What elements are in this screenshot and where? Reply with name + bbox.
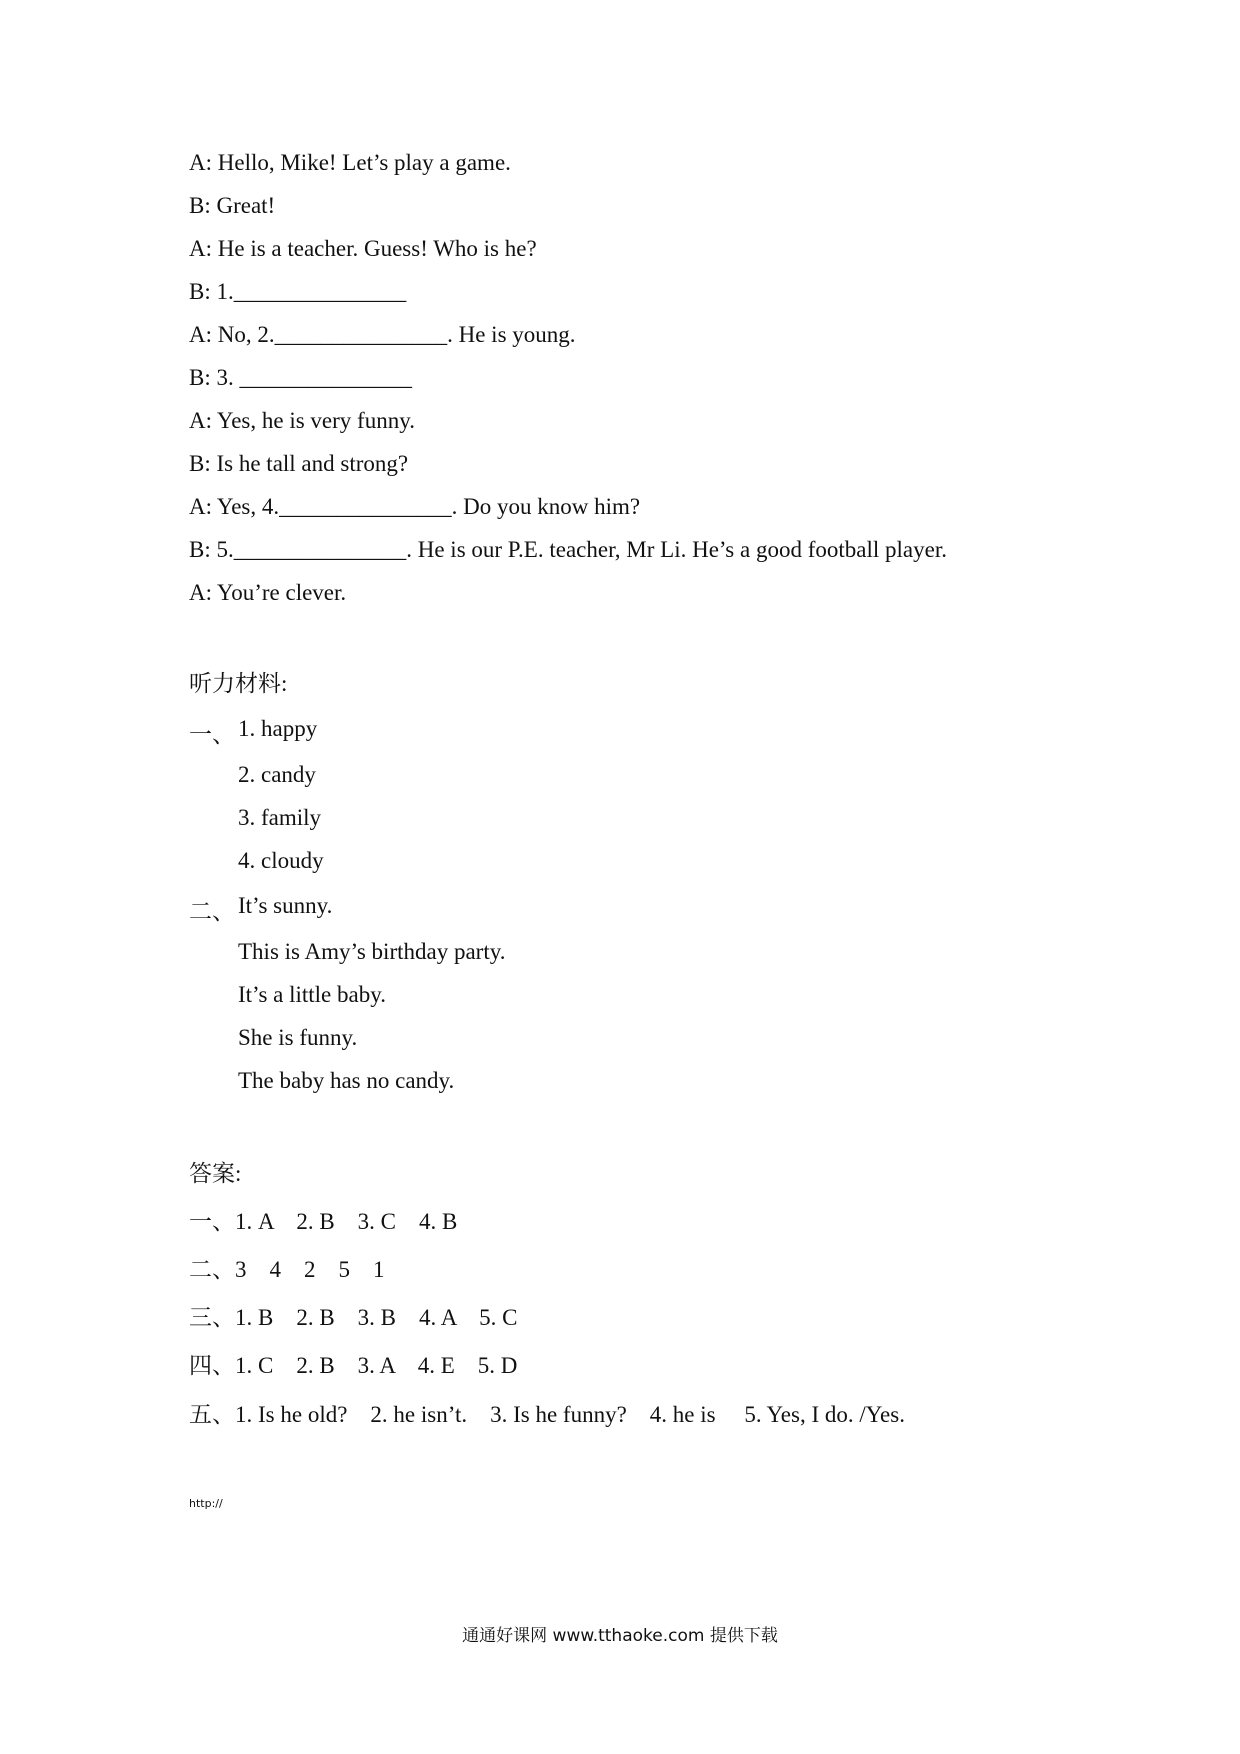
dialogue-line: B: Great! xyxy=(189,193,276,218)
listening-item: 3. family xyxy=(238,805,322,830)
dialogue-line: A: Yes, 4._______________. Do you know him? xyxy=(189,494,641,519)
listening-part1-label: 一、 xyxy=(189,722,235,747)
dialogue-line: B: 3. _______________ xyxy=(189,365,412,390)
listening-title: 听力材料: xyxy=(189,671,288,696)
dialogue-line: A: No, 2._______________. He is young. xyxy=(189,322,576,347)
dialogue-line: B: 1._______________ xyxy=(189,279,407,304)
listening-item: 2. candy xyxy=(238,762,316,787)
answer-row: 四、1. C 2. B 3. A 4. E 5. D xyxy=(189,1353,518,1378)
answer-row: 五、1. Is he old? 2. he isn’t. 3. Is he funny? 4. he is 5. Yes, I do. /Yes. xyxy=(189,1402,905,1427)
footer-credit: 通通好课网 www.tthaoke.com 提供下载 xyxy=(462,1626,778,1646)
url-stub: http:// xyxy=(189,1497,223,1510)
dialogue-line: B: 5._______________. He is our P.E. teacher, Mr Li. He’s a good football player. xyxy=(189,537,947,562)
listening-item: She is funny. xyxy=(238,1025,358,1050)
listening-item: It’s a little baby. xyxy=(238,982,386,1007)
answers-title: 答案: xyxy=(189,1161,242,1186)
dialogue-line: A: Yes, he is very funny. xyxy=(189,408,415,433)
listening-item: 4. cloudy xyxy=(238,848,324,873)
listening-item: The baby has no candy. xyxy=(238,1068,455,1093)
listening-item: It’s sunny. xyxy=(238,893,333,918)
listening-part2-label: 二、 xyxy=(189,899,235,924)
answer-row: 三、1. B 2. B 3. B 4. A 5. C xyxy=(189,1305,518,1330)
answer-row: 二、3 4 2 5 1 xyxy=(189,1257,385,1282)
dialogue-line: B: Is he tall and strong? xyxy=(189,451,409,476)
answer-row: 一、1. A 2. B 3. C 4. B xyxy=(189,1209,458,1234)
listening-item: This is Amy’s birthday party. xyxy=(238,939,506,964)
dialogue-line: A: He is a teacher. Guess! Who is he? xyxy=(189,236,537,261)
listening-item: 1. happy xyxy=(238,716,318,741)
dialogue-line: A: You’re clever. xyxy=(189,580,347,605)
dialogue-line: A: Hello, Mike! Let’s play a game. xyxy=(189,150,511,175)
